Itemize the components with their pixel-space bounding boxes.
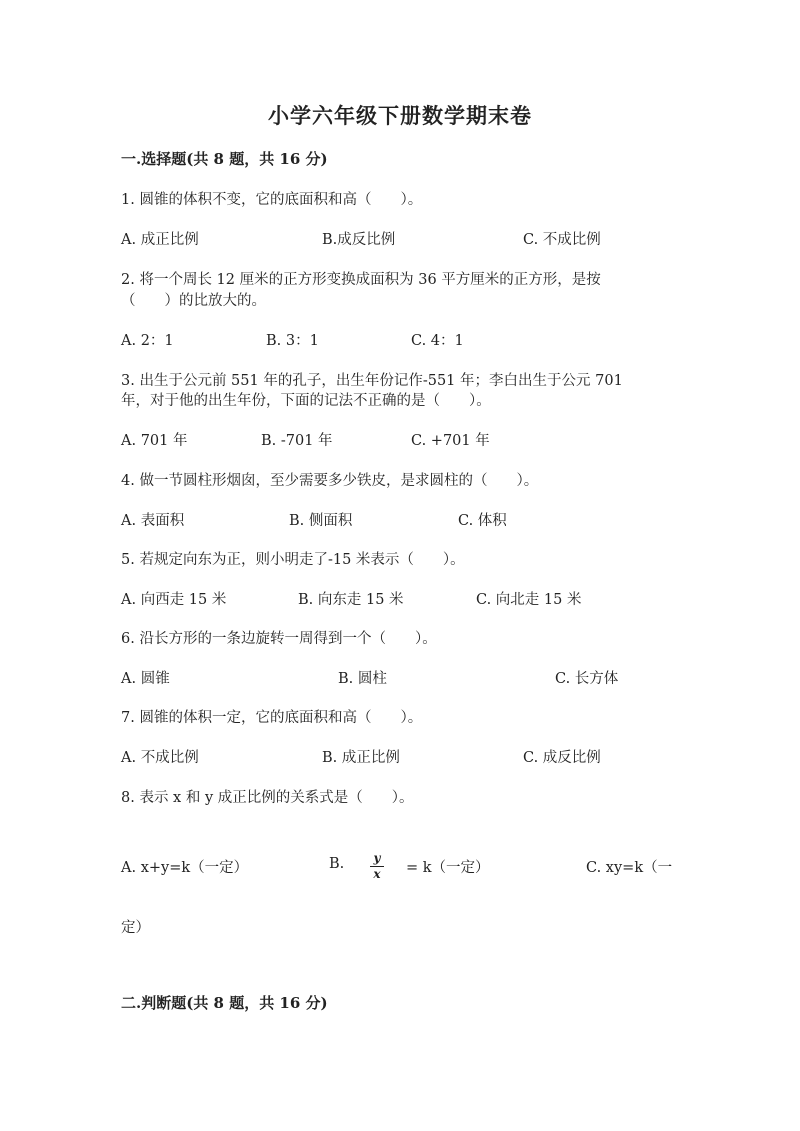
question-2-line-1: 2. 将一个周长 12 厘米的正方形变换成面积为 36 平方厘米的正方形，是按 — [121, 272, 601, 288]
page-title: 小学六年级下册数学期末卷 — [268, 103, 532, 128]
q1-option-a: A. 成正比例 — [121, 232, 199, 248]
q4-option-a: A. 表面积 — [121, 513, 185, 529]
q5-option-c: C. 向北走 15 米 — [476, 592, 582, 608]
section-heading-judgement: 二.判断题(共 8 题，共 16 分) — [121, 994, 328, 1012]
question-5: 5. 若规定向东为正，则小明走了-15 米表示（ ）。 — [121, 552, 465, 568]
q6-option-b: B. 圆柱 — [338, 671, 387, 687]
q8-option-b-rest: = k（一定） — [406, 860, 490, 876]
section-heading-choice: 一.选择题(共 8 题，共 16 分) — [121, 150, 328, 168]
q7-option-a: A. 不成比例 — [121, 750, 199, 766]
q4-option-c: C. 体积 — [458, 513, 507, 529]
q4-option-b: B. 侧面积 — [289, 513, 353, 529]
q8-option-c: C. xy=k（一 — [586, 860, 673, 876]
q1-option-c: C. 不成比例 — [523, 232, 601, 248]
q8-option-c-wrap: 定） — [121, 920, 150, 936]
question-3-line-1: 3. 出生于公元前 551 年的孔子，出生年份记作-551 年；李白出生于公元 701 — [121, 373, 623, 389]
q5-option-b: B. 向东走 15 米 — [298, 592, 404, 608]
question-3-line-2: 年，对于他的出生年份，下面的记法不正确的是（ ）。 — [121, 393, 491, 409]
q6-option-a: A. 圆锥 — [121, 671, 170, 687]
q1-option-b: B.成反比例 — [322, 232, 396, 248]
fraction-denominator: x — [373, 867, 381, 881]
fraction-numerator: y — [370, 852, 384, 867]
question-1: 1. 圆锥的体积不变，它的底面积和高（ ）。 — [121, 192, 423, 208]
q5-option-a: A. 向西走 15 米 — [121, 592, 227, 608]
q2-option-b: B. 3：1 — [266, 333, 319, 349]
q2-option-a: A. 2：1 — [121, 333, 174, 349]
question-2-line-2: （ ）的比放大的。 — [121, 293, 266, 309]
question-6: 6. 沿长方形的一条边旋转一周得到一个（ ）。 — [121, 631, 437, 647]
q8-option-b-label: B. — [329, 856, 345, 872]
q7-option-c: C. 成反比例 — [523, 750, 601, 766]
q6-option-c: C. 长方体 — [555, 671, 619, 687]
q8-fraction — [370, 852, 384, 881]
question-8: 8. 表示 x 和 y 成正比例的关系式是（ ）。 — [121, 790, 414, 806]
q2-option-c: C. 4：1 — [411, 333, 464, 349]
q3-option-a: A. 701 年 — [121, 433, 188, 449]
question-7: 7. 圆锥的体积一定，它的底面积和高（ ）。 — [121, 710, 423, 726]
q7-option-b: B. 成正比例 — [322, 750, 400, 766]
question-4: 4. 做一节圆柱形烟囱，至少需要多少铁皮，是求圆柱的（ ）。 — [121, 473, 539, 489]
q3-option-c: C. +701 年 — [411, 433, 490, 449]
q3-option-b: B. -701 年 — [261, 433, 333, 449]
q8-option-a: A. x+y=k（一定） — [121, 860, 249, 876]
